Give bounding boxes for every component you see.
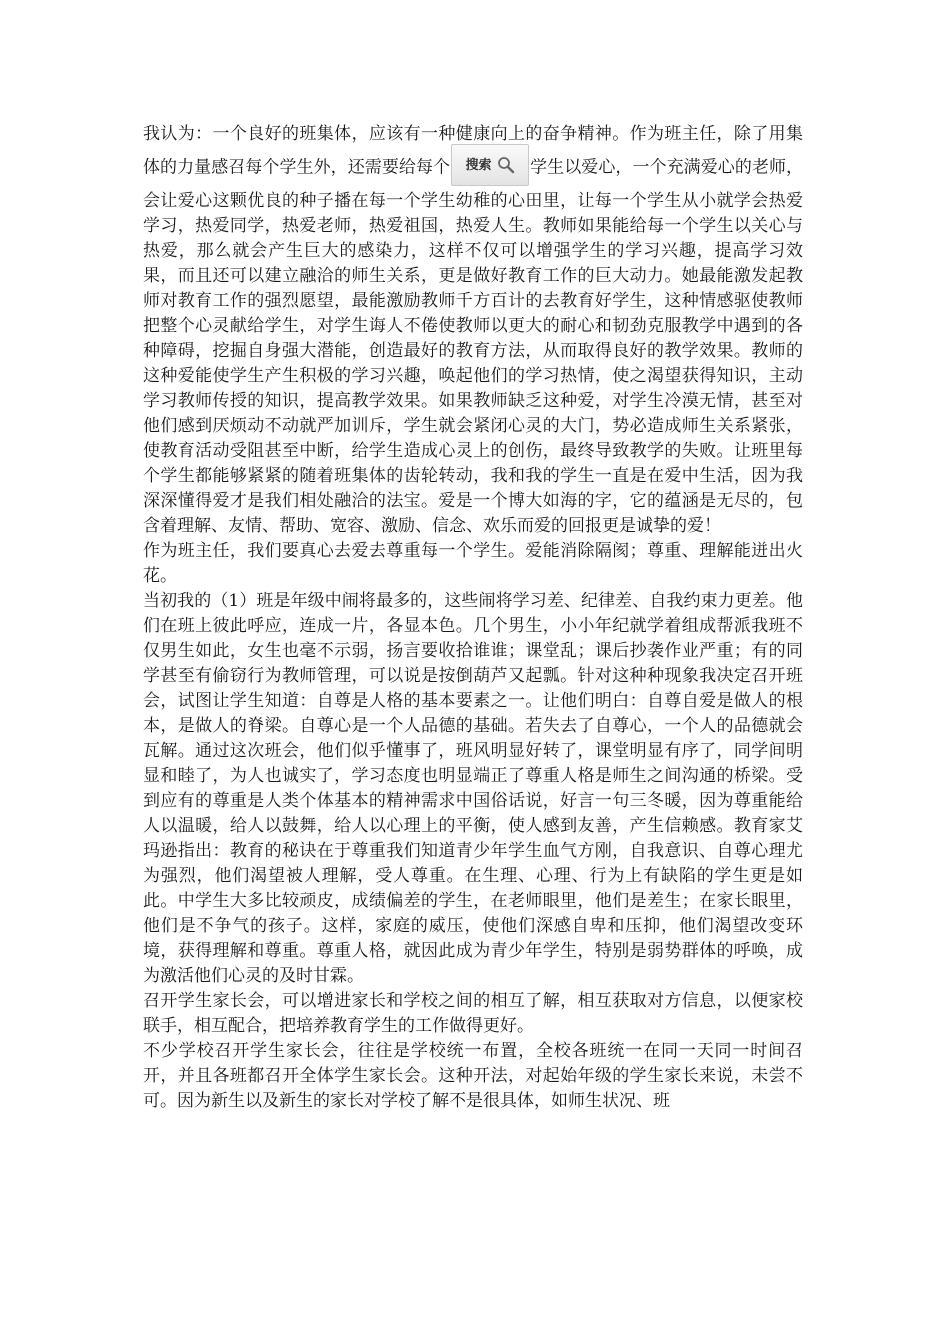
search-button-label: 搜索: [465, 157, 492, 173]
search-button[interactable]: [451, 144, 529, 186]
paragraph-1-text-after: 学生以爱心，一个充满爱心的老师，会让爱心这颗优良的种子播在每一个学生幼稚的心田里，让每一个学生从小就学会热爱学习，热爱同学，热爱老师，热爱祖国，热爱人生。教师如果能给每一个学生以关心与热爱，那么就会产生巨大的感染力，这样不仅可以增强学生的学习兴趣，提高学习效果，而且还可以建立融洽的师生关系，更是做好教育工作的巨大动力。她最能激发起教师对教育工作的强烈愿望，最能激励教师千方百计的去教育好学生，这种情感驱使教师把整个心灵献给学生，对学生诲人不倦使教师以更大的耐心和韧劲克服教学中遇到的各种障碍，挖掘自身强大潜能，创造最好的教育方法，从而取得良好的教学效果。教师的这种爱能使学生产生积极的学习兴趣，唤起他们的学习热情，使之渴望获得知识，主动学习教师传授的知识，提高教学效果。如果教师缺乏这种爱，对学生冷漠无情，甚至对他们感到厌烦动不动就严加训斥，学生就会紧闭心灵的大门，势必造成师生关系紧张，使教育活动受阻甚至中断，给学生造成心灵上的创伤，最终导致教学的失败。让班里每个学生都能够紧紧的随着班集体的齿轮转动，我和我的学生一直是在爱中生活，因为我深深懂得爱才是我们相处融洽的法宝。爱是一个博大如海的字，它的蕴涵是无尽的，包含着理解、友情、帮助、宽容、激励、信念、欢乐而爱的回报更是诚挚的爱！: [143, 157, 804, 536]
paragraph-1: [143, 122, 803, 539]
magnifier-icon: [497, 156, 515, 174]
paragraph-3: 当初我的（1）班是年级中闹将最多的，这些闹将学习差、纪律差、自我约束力更差。他们在班上彼此呼应，连成一片，各显本色。几个男生，小小年纪就学着组成帮派我班不仅男生如此，女生也毫不示弱，扬言要收拾谁谁；课堂乱；课后抄袭作业严重；有的同学甚至有偷窃行为教师管理，可以说是按倒葫芦又起瓢。针对这种种现象我决定召开班会，试图让学生知道：自尊是人格的基本要素之一。让他们明白：自尊自爱是做人的根本，是做人的脊梁。自尊心是一个人品德的基础。若失去了自尊心，一个人的品德就会瓦解。通过这次班会，他们似乎懂事了，班风明显好转了，课堂明显有序了，同学间明显和睦了，为人也诚实了，学习态度也明显端正了尊重人格是师生之间沟通的桥梁。受到应有的尊重是人类个体基本的精神需求中国俗话说，好言一句三冬暖，因为尊重能给人以温暖，给人以鼓舞，给人以心理上的平衡，使人感到友善，产生信赖感。教育家艾玛逊指出：教育的秘诀在于尊重我们知道青少年学生血气方刚，自我意识、自尊心理尤为强烈，他们渴望被人理解，受人尊重。在生理、心理、行为上有缺陷的学生更是如此。中学生大多比较顽皮，成绩偏差的学生，在老师眼里，他们是差生；在家长眼里，他们是不争气的孩子。这样，家庭的威压，使他们深感自卑和压抑，他们渴望改变环境，获得理解和尊重。尊重人格，就因此成为青少年学生，特别是弱势群体的呼唤，成为激活他们心灵的及时甘霖。: [143, 591, 803, 986]
paragraph-2: 作为班主任，我们要真心去爱去尊重每一个学生。爱能消除隔阂；尊重、理解能迸出火花。: [143, 541, 803, 586]
document-body: [143, 122, 803, 1114]
paragraph-5: 不少学校召开学生家长会，往往是学校统一布置，全校各班统一在同一天同一时间召开，并且各班都召开全体学生家长会。这种开法，对起始年级的学生家长来说，未尝不可。因为新生以及新生的家长对学校了解不是很具体，如师生状况、班: [143, 1041, 803, 1111]
paragraph-4: 召开学生家长会，可以增进家长和学校之间的相互了解，相互获取对方信息，以便家校联手，相互配合，把培养教育学生的工作做得更好。: [143, 991, 803, 1036]
paragraph-1-text-before: 我认为：一个良好的班集体，应该有一种健康向上的奋争精神。作为班主任，除了用集体的力量感召每个学生外，还需要给每个: [143, 124, 803, 178]
